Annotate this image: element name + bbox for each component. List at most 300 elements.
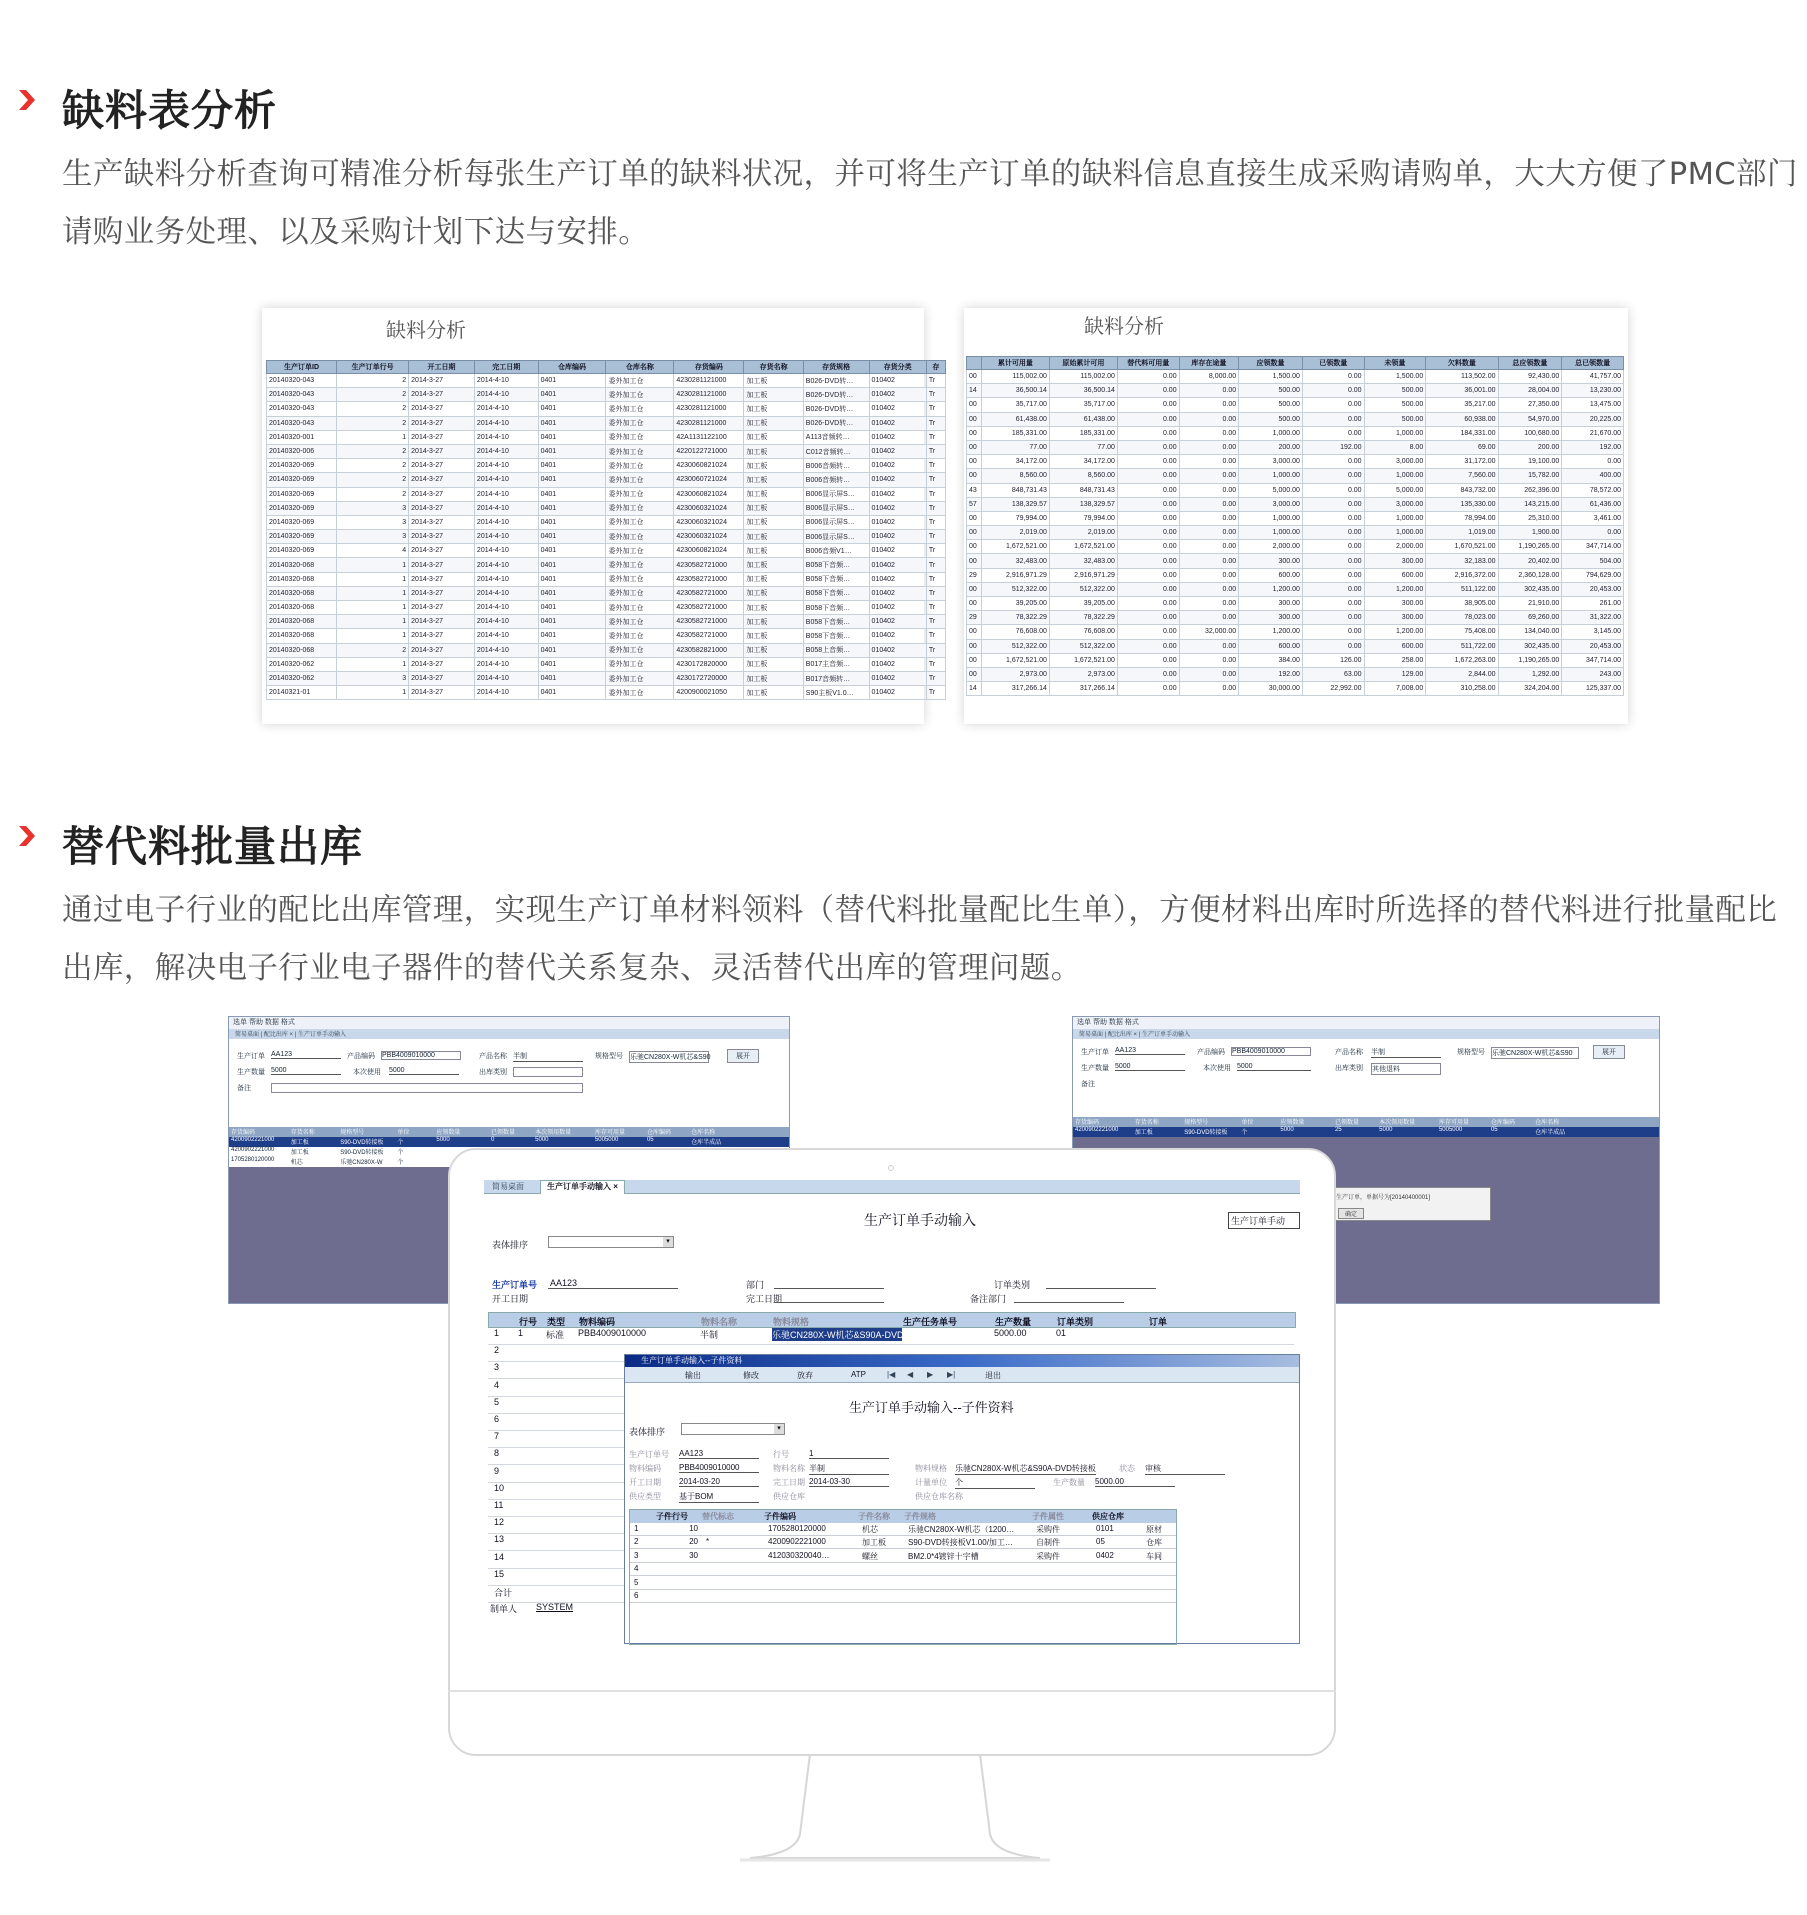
sub-status-value[interactable]: 审核	[1145, 1463, 1225, 1475]
table-row[interactable]	[267, 515, 946, 529]
table-row[interactable]	[967, 370, 1624, 384]
table-row[interactable]	[267, 572, 946, 586]
table-cell: 1,000.00	[1239, 426, 1303, 440]
this-use-field[interactable]: 5000	[1237, 1063, 1311, 1071]
sub-unit-value[interactable]: 个	[955, 1477, 1035, 1489]
table-cell: 0.00	[1117, 597, 1179, 611]
table-cell: 500.00	[1239, 398, 1303, 412]
table-cell: 委外加工仓	[606, 501, 674, 515]
grid-cell: 01	[1056, 1328, 1067, 1338]
row-number: 3	[488, 1362, 1294, 1379]
table-cell: 4	[337, 544, 409, 558]
column-header: 仓库名称	[691, 1130, 716, 1136]
grid-cell: 1	[518, 1328, 524, 1338]
table-cell: 4230060321024	[674, 530, 744, 544]
column-header: 子件规格	[904, 1512, 936, 1521]
table-cell: 0401	[538, 473, 606, 487]
toolbar-exit-button[interactable]: 退出	[985, 1371, 1001, 1380]
finish-date-label: 完工日期	[746, 1294, 783, 1304]
order-no-value[interactable]: AA123	[550, 1278, 578, 1288]
table-cell: 1	[337, 601, 409, 615]
table-row[interactable]	[267, 430, 946, 444]
expand-button[interactable]: 展开	[1593, 1045, 1625, 1059]
table-cell: 4230281121000	[674, 388, 744, 402]
row-number: 14	[488, 1552, 1294, 1569]
table-cell: 加工板	[744, 402, 803, 416]
sub-supply-value[interactable]: 基于BOM	[679, 1491, 759, 1503]
table-cell: 2014-3-27	[409, 515, 475, 529]
table-row[interactable]	[967, 568, 1624, 582]
table-cell: 0401	[538, 671, 606, 685]
table-cell: 0.00	[1562, 526, 1624, 540]
table-cell: 010402	[869, 416, 926, 430]
table-cell: 69,260.00	[1498, 611, 1562, 625]
sub-grid-header	[630, 1510, 1176, 1523]
table-cell: 00	[967, 625, 982, 639]
menu-bar[interactable]: 选单 帮助 数据 格式	[1073, 1017, 1659, 1029]
table-cell: 192.00	[1302, 440, 1364, 454]
table-cell: 1,292.00	[1498, 667, 1562, 681]
table-cell: 79,994.00	[981, 511, 1049, 525]
table-row[interactable]	[967, 455, 1624, 469]
out-type-field[interactable]	[513, 1067, 583, 1077]
table-cell: 委外加工仓	[606, 530, 674, 544]
table-row[interactable]	[267, 402, 946, 416]
table-cell: Tr	[926, 388, 945, 402]
column-header: 生产数量	[995, 1317, 1032, 1327]
table-cell: B006音频转…	[803, 459, 869, 473]
table-cell: 个	[397, 1160, 404, 1166]
table-row[interactable]	[967, 412, 1624, 426]
column-header: 本次领用数量	[535, 1130, 572, 1136]
table-cell: 600.00	[1239, 639, 1303, 653]
column-header: 应领数量	[1239, 357, 1303, 370]
this-use-label: 本次使用	[353, 1069, 381, 1076]
toolbar-export-button[interactable]: 输出	[685, 1371, 701, 1380]
table-cell: 0.00	[1117, 497, 1179, 511]
table-row[interactable]	[630, 1590, 1176, 1603]
table-row[interactable]	[267, 530, 946, 544]
table-cell: 20140320-068	[267, 572, 337, 586]
table-row[interactable]	[967, 511, 1624, 525]
table-cell: 4220122721000	[674, 444, 744, 458]
toolbar-edit-button[interactable]: 修改	[743, 1371, 759, 1380]
sub-line-value[interactable]: 1	[809, 1449, 889, 1459]
sub-toolbar	[625, 1367, 1299, 1383]
sub-finish-value[interactable]: 2014-03-30	[809, 1477, 889, 1487]
sub-mat-name-value[interactable]: 半制	[809, 1463, 889, 1475]
table-row[interactable]	[967, 667, 1624, 681]
table-cell: 2014-4-10	[474, 473, 538, 487]
table-row[interactable]	[967, 497, 1624, 511]
table-cell: 192.00	[1562, 440, 1624, 454]
sub-supply-wh-name-label: 供应仓库名称	[915, 1492, 963, 1501]
table-cell: 129.00	[1364, 667, 1426, 681]
tab-bar[interactable]: 简易桌面 | 配比出库 × | 生产订单手动输入	[1073, 1029, 1659, 1039]
table-cell: 20140320-043	[267, 374, 337, 388]
table-cell: Tr	[926, 374, 945, 388]
table-cell: 0.00	[1302, 412, 1364, 426]
table-row[interactable]	[967, 554, 1624, 568]
table-cell: 347,714.00	[1562, 653, 1624, 667]
table-row[interactable]	[267, 629, 946, 643]
table-cell: 010402	[869, 530, 926, 544]
table-cell: 20140320-068	[267, 586, 337, 600]
table-cell: 262,396.00	[1498, 483, 1562, 497]
remark-dept-field[interactable]	[1014, 1302, 1124, 1303]
product-name-field[interactable]: 半制	[513, 1051, 583, 1062]
table-cell: 63.00	[1302, 667, 1364, 681]
table-cell: 0.00	[1179, 639, 1239, 653]
table-row[interactable]	[967, 653, 1624, 667]
table-cell: B058下音频…	[803, 601, 869, 615]
product-code-field[interactable]: PBB4009010000	[381, 1051, 461, 1060]
table-cell: B017主音频…	[803, 657, 869, 671]
table-row[interactable]	[267, 686, 946, 700]
table-cell: 1	[337, 615, 409, 629]
table-cell: 2,973.00	[1049, 667, 1117, 681]
table-row[interactable]	[967, 597, 1624, 611]
table-row[interactable]	[967, 469, 1624, 483]
table-row[interactable]	[967, 625, 1624, 639]
table-cell: 0401	[538, 487, 606, 501]
table-row[interactable]	[267, 544, 946, 558]
chevron-right-icon	[14, 88, 38, 112]
table-cell: 300.00	[1364, 554, 1426, 568]
table-cell: 1,000.00	[1364, 511, 1426, 525]
table-row[interactable]	[267, 601, 946, 615]
table-cell: 600.00	[1364, 639, 1426, 653]
table-cell: 0	[490, 1137, 495, 1143]
table-cell: Tr	[926, 501, 945, 515]
remark-dept-label: 备注部门	[970, 1294, 1007, 1304]
column-header: 单位	[1241, 1120, 1254, 1126]
sub-qty-value[interactable]: 5000.00	[1095, 1477, 1175, 1487]
table-cell: 115,002.00	[1049, 370, 1117, 384]
table-row[interactable]	[967, 440, 1624, 454]
table-cell: 010402	[869, 643, 926, 657]
column-header: 应领数量	[1280, 1120, 1305, 1126]
column-header: 类型	[547, 1317, 566, 1327]
row-number: 4	[488, 1380, 1294, 1397]
table-cell: 委外加工仓	[606, 686, 674, 700]
spec-field[interactable]: 乐驰CN280X-W机芯&S90	[629, 1051, 709, 1063]
table-cell: 4230582721000	[674, 601, 744, 615]
dropdown-arrow-icon: ▾	[774, 1424, 784, 1434]
table-cell: 134,040.00	[1498, 625, 1562, 639]
table-cell: 30,000.00	[1239, 682, 1303, 696]
table-cell: 61,438.00	[981, 412, 1049, 426]
product-code-field[interactable]: PBB4009010000	[1231, 1047, 1311, 1056]
table-cell: 1	[337, 586, 409, 600]
table-cell: 010402	[869, 686, 926, 700]
table-cell: 34,172.00	[981, 455, 1049, 469]
column-header: 本次领用数量	[1379, 1120, 1416, 1126]
table-cell: 1,190,265.00	[1498, 540, 1562, 554]
table-cell: Tr	[926, 473, 945, 487]
out-type-field[interactable]: 其他退料	[1371, 1063, 1441, 1075]
table-cell: 347,714.00	[1562, 540, 1624, 554]
table-row[interactable]	[267, 388, 946, 402]
table-cell: 1,672,521.00	[981, 653, 1049, 667]
row-number: 1	[488, 1328, 1294, 1345]
table-row[interactable]	[630, 1523, 1176, 1536]
toolbar-atp-button[interactable]: ATP	[851, 1370, 866, 1379]
sub-mat-code-value[interactable]: PBB4009010000	[679, 1463, 759, 1473]
table-cell: 2014-4-10	[474, 430, 538, 444]
expand-button[interactable]: 展开	[727, 1049, 759, 1063]
next-icon[interactable]: ▶	[927, 1370, 934, 1379]
order-type-field[interactable]	[1046, 1288, 1156, 1289]
spec-field[interactable]: 乐驰CN280X-W机芯&S90	[1491, 1047, 1579, 1059]
dept-label: 部门	[746, 1280, 765, 1290]
table-cell: 010402	[869, 544, 926, 558]
finish-date-field[interactable]	[774, 1302, 884, 1303]
table-cell: 20140320-069	[267, 459, 337, 473]
table-cell: 0.00	[1117, 455, 1179, 469]
table-cell: 1	[337, 686, 409, 700]
table-cell: 委外加工仓	[606, 402, 674, 416]
table-cell: 加工板	[744, 473, 803, 487]
table-row[interactable]	[267, 671, 946, 685]
sort-select[interactable]	[548, 1236, 674, 1248]
table-cell: 20140320-069	[267, 473, 337, 487]
column-header: 生产订单ID	[267, 361, 337, 374]
dialog-ok-button[interactable]: 确定	[1338, 1208, 1364, 1219]
table-cell: 1,670,521.00	[1426, 540, 1498, 554]
table-row[interactable]	[967, 526, 1624, 540]
table-cell: 机芯	[290, 1160, 303, 1166]
table-cell: 14	[967, 682, 982, 696]
table-cell: 0.00	[1302, 370, 1364, 384]
table-cell: 20140321-01	[267, 686, 337, 700]
table-cell: 加工板	[744, 657, 803, 671]
maker-label: 制单人	[490, 1604, 518, 1614]
tab-order-entry[interactable]: 生产订单手动输入 ×	[540, 1180, 625, 1194]
table-row[interactable]	[967, 483, 1624, 497]
table-cell: 0.00	[1117, 582, 1179, 596]
table-row[interactable]	[267, 473, 946, 487]
table-cell: 2014-4-10	[474, 388, 538, 402]
table-row[interactable]	[1073, 1127, 1659, 1137]
toolbar-cancel-button[interactable]: 放弃	[797, 1371, 813, 1380]
this-use-field[interactable]: 5000	[389, 1067, 459, 1075]
table-cell: 20140320-069	[267, 544, 337, 558]
table-row[interactable]	[267, 459, 946, 473]
prev-icon[interactable]: ◀	[907, 1370, 914, 1379]
monitor-stand-icon	[730, 1754, 1060, 1874]
table-cell: 2014-4-10	[474, 487, 538, 501]
table-row[interactable]	[630, 1577, 1176, 1590]
table-cell: 0401	[538, 629, 606, 643]
table-cell: 1,200.00	[1364, 582, 1426, 596]
table-cell: 0.00	[1302, 398, 1364, 412]
sub-mat-spec-value[interactable]: 乐驰CN280X-W机芯&S90A-DVD转接板	[955, 1464, 1096, 1473]
table-row[interactable]	[267, 643, 946, 657]
column-header: 仓库编码	[538, 361, 606, 374]
table-cell: 5005000	[1438, 1127, 1463, 1133]
table-cell: 加工板	[744, 501, 803, 515]
qty-field[interactable]: 5000	[271, 1067, 341, 1075]
table-cell: 1,000.00	[1239, 469, 1303, 483]
table-row[interactable]	[967, 611, 1624, 625]
first-icon[interactable]: |◀	[887, 1370, 896, 1379]
remark-field[interactable]	[271, 1083, 583, 1093]
table-cell: 14	[967, 384, 982, 398]
table-cell: 32,000.00	[1179, 625, 1239, 639]
table-cell: 2014-4-10	[474, 657, 538, 671]
table-cell: 采购件	[1036, 1525, 1060, 1534]
tab-bar[interactable]: 简易桌面 | 配比出库 × | 生产订单手动输入	[229, 1029, 789, 1039]
product-code-label: 产品编码	[347, 1053, 375, 1060]
table-cell: Tr	[926, 601, 945, 615]
column-header: 存货规格	[803, 361, 869, 374]
table-cell: 0.00	[1179, 497, 1239, 511]
row-number: 11	[488, 1500, 1294, 1517]
menu-bar[interactable]: 选单 帮助 数据 格式	[229, 1017, 789, 1029]
table-row[interactable]	[630, 1536, 1176, 1549]
table-cell: 05	[646, 1137, 654, 1143]
table-row[interactable]	[967, 639, 1624, 653]
table-cell: 委外加工仓	[606, 544, 674, 558]
table-cell: 委外加工仓	[606, 473, 674, 487]
table-cell: 3,000.00	[1364, 455, 1426, 469]
table-row[interactable]	[267, 501, 946, 515]
table-cell: 5000	[436, 1137, 450, 1143]
table-cell: 20140320-069	[267, 487, 337, 501]
table-cell: 0.00	[1117, 511, 1179, 525]
table-cell: 0.00	[1179, 568, 1239, 582]
table-row[interactable]	[267, 558, 946, 572]
table-row[interactable]	[267, 374, 946, 388]
order-field[interactable]: AA123	[271, 1051, 341, 1059]
sub-mat-code-label: 物料编码	[629, 1464, 661, 1473]
column-header: 仓库名称	[1535, 1120, 1560, 1126]
table-cell: 3	[337, 671, 409, 685]
table-cell: 2014-4-10	[474, 530, 538, 544]
row-number: 7	[488, 1431, 1294, 1448]
table-cell: 委外加工仓	[606, 615, 674, 629]
dept-field[interactable]	[774, 1288, 884, 1289]
table-row[interactable]	[630, 1550, 1176, 1563]
table-cell: 委外加工仓	[606, 558, 674, 572]
column-header: 已领数量	[1302, 357, 1364, 370]
table-cell: 143,215.00	[1498, 497, 1562, 511]
column-header: 完工日期	[474, 361, 538, 374]
sub-unit-label: 计量单位	[915, 1478, 947, 1487]
table-cell: 1	[337, 629, 409, 643]
product-code-label: 产品编码	[1197, 1049, 1225, 1056]
table-cell: 010402	[869, 657, 926, 671]
table-row[interactable]	[267, 487, 946, 501]
table-cell: 69.00	[1426, 440, 1498, 454]
table-row[interactable]	[967, 540, 1624, 554]
table-cell: 20140320-001	[267, 430, 337, 444]
sub-start-value[interactable]: 2014-03-20	[679, 1477, 759, 1487]
section1-description: 生产缺料分析查询可精准分析每张生产订单的缺料状况，并可将生产订单的缺料信息直接生成采购请购单，大大方便了PMC部门请购业务处理、以及采购计划下达与安排。	[62, 157, 1798, 250]
table-cell: 0401	[538, 430, 606, 444]
column-header: 存货名称	[1134, 1120, 1159, 1126]
table-cell: 511,122.00	[1426, 582, 1498, 596]
table-row[interactable]	[967, 582, 1624, 596]
table-cell: 00	[967, 440, 982, 454]
table-cell: 512,322.00	[981, 582, 1049, 596]
table-cell: 10	[689, 1524, 698, 1533]
camera-dot	[888, 1165, 894, 1171]
sub-order-no-value[interactable]: AA123	[679, 1449, 759, 1459]
table-row[interactable]	[267, 615, 946, 629]
form-corner-label: 生产订单手动	[1228, 1212, 1300, 1229]
table-row[interactable]	[967, 682, 1624, 696]
table-cell: 2	[337, 487, 409, 501]
table-cell: 43	[967, 483, 982, 497]
table-cell: 机芯	[862, 1525, 878, 1534]
table-cell: B006音频V1…	[803, 544, 869, 558]
table-cell: 6	[634, 1591, 639, 1600]
table-cell: 加工板	[744, 430, 803, 444]
product-name-label: 产品名称	[1335, 1049, 1363, 1056]
table-cell: 600.00	[1364, 568, 1426, 582]
last-icon[interactable]: ▶|	[947, 1370, 956, 1379]
table-cell: 0402	[1096, 1550, 1114, 1560]
table-cell: 加工板	[744, 586, 803, 600]
monitor-chin	[448, 1690, 1336, 1692]
table-cell: Tr	[926, 629, 945, 643]
product-name-field[interactable]: 半制	[1371, 1047, 1441, 1058]
table-cell: 5000	[1379, 1127, 1393, 1133]
table-cell: Tr	[926, 586, 945, 600]
table-cell: BM2.0*4镀锌十字槽	[908, 1551, 979, 1561]
table-cell: 仓库半成品	[1535, 1130, 1566, 1136]
table-cell: 25	[1334, 1127, 1342, 1133]
table-row[interactable]	[967, 426, 1624, 440]
table-cell: 113,502.00	[1426, 370, 1498, 384]
remark-label: 备注	[237, 1085, 251, 1092]
table-cell: 委外加工仓	[606, 572, 674, 586]
table-row[interactable]	[267, 586, 946, 600]
qty-field[interactable]: 5000	[1115, 1063, 1185, 1071]
sub-sort-select[interactable]	[681, 1423, 785, 1435]
column-header: 行号	[519, 1317, 538, 1327]
panel-title: 缺料分析	[386, 318, 466, 342]
table-row[interactable]	[630, 1563, 1176, 1576]
table-row[interactable]	[267, 416, 946, 430]
table-cell: 1,000.00	[1364, 426, 1426, 440]
table-cell: 1,672,263.00	[1426, 653, 1498, 667]
grid-cell: PBB4009010000	[578, 1328, 647, 1338]
column-header: 仓库编码	[646, 1130, 671, 1136]
table-row[interactable]	[267, 657, 946, 671]
table-row[interactable]	[267, 444, 946, 458]
table-cell: 2014-4-10	[474, 686, 538, 700]
table-row[interactable]	[967, 384, 1624, 398]
table-cell: 4230060321024	[674, 501, 744, 515]
table-cell: 委外加工仓	[606, 459, 674, 473]
table-cell: Tr	[926, 530, 945, 544]
order-no-underline	[548, 1288, 678, 1289]
order-field[interactable]: AA123	[1115, 1047, 1185, 1055]
row-number: 15	[488, 1569, 1294, 1586]
table-cell: 2014-3-27	[409, 501, 475, 515]
tab-desktop[interactable]: 简易桌面	[492, 1182, 524, 1191]
table-cell: 个	[397, 1140, 404, 1146]
table-cell: 0.00	[1179, 426, 1239, 440]
table-cell: 2014-3-27	[409, 671, 475, 685]
table-row[interactable]	[967, 398, 1624, 412]
table-row[interactable]	[229, 1137, 789, 1147]
table-cell: 261.00	[1562, 597, 1624, 611]
table-cell: 4230060321024	[674, 515, 744, 529]
